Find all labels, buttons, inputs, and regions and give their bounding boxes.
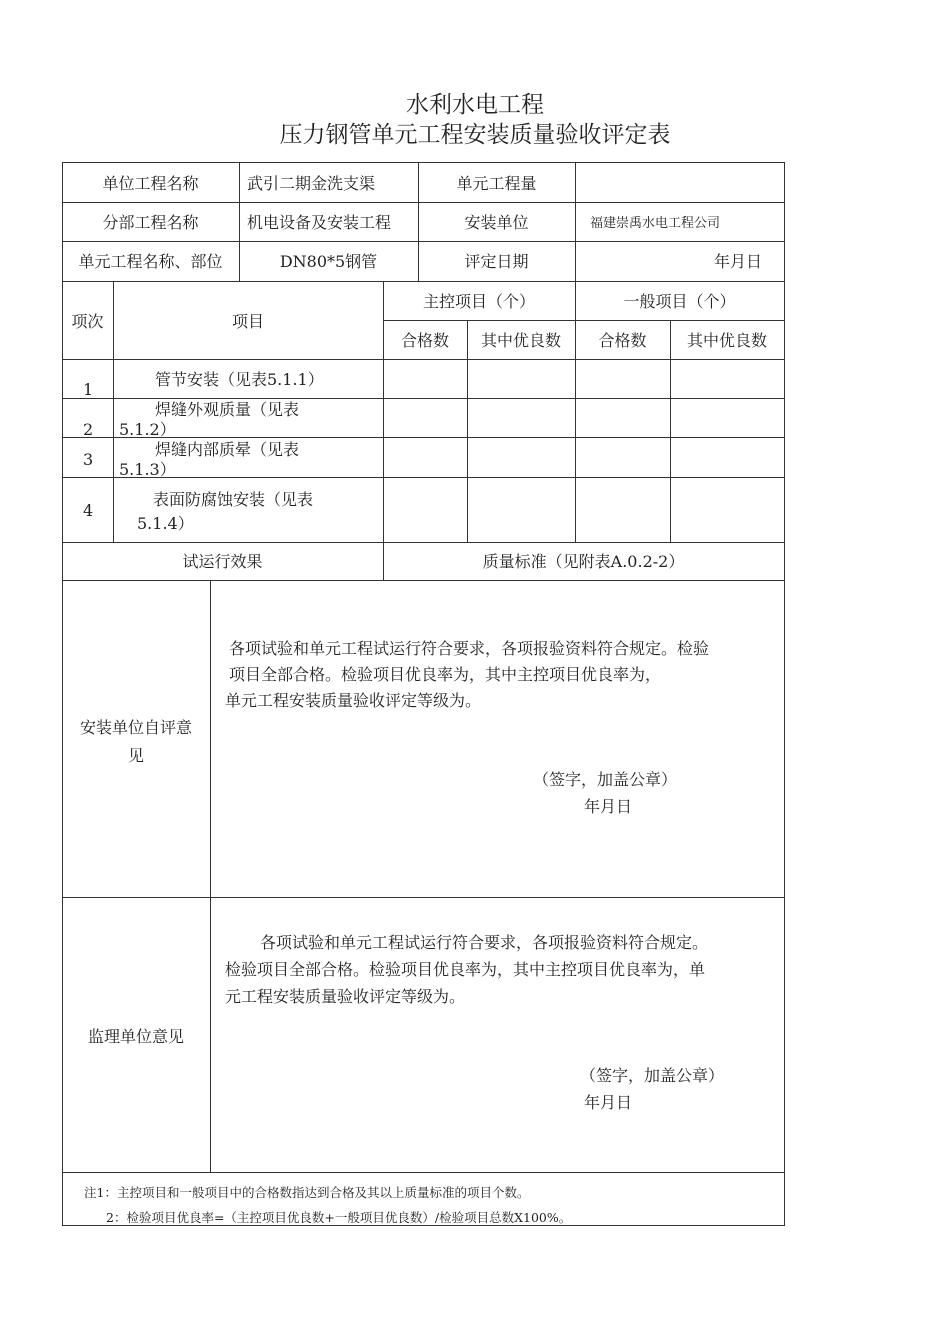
- sub-project-value: 机电设备及安装工程: [247, 213, 392, 232]
- install-unit-label: 安装单位: [464, 213, 529, 232]
- unit-project-label: 单位工程名称: [102, 174, 199, 193]
- row-item-line2: 5.1.4）: [137, 514, 194, 533]
- main-items-header: 主控项目（个）: [422, 292, 535, 311]
- note-1: 注1：主控项目和一般项目中的合格数指达到合格及其以上质量标准的项目个数。: [84, 1185, 530, 1200]
- form-title-line2: 压力钢管单元工程安装质量验收评定表: [279, 122, 671, 148]
- row-item-line2: 5.1.3）: [119, 460, 176, 479]
- row-seq: 2: [83, 420, 94, 439]
- self-eval-label-line1: 安装单位自评意: [79, 718, 192, 737]
- supervisor-text-line1: 各项试验和单元工程试运行符合要求，各项报验资料符合规定。: [260, 933, 709, 952]
- row-item-line1: 焊缝外观质量（见表: [155, 400, 300, 419]
- note-2: 2：检验项目优良率=（主控项目优良数+一般项目优良数）/检验项目总数X100%。: [106, 1210, 572, 1225]
- trial-label: 试运行效果: [182, 552, 263, 571]
- element-value: DN80*5钢管: [279, 252, 378, 271]
- row-item-line2: 5.1.2）: [119, 420, 176, 439]
- row-seq: 1: [83, 380, 94, 399]
- supervisor-sign: （签字，加盖公章）: [580, 1066, 725, 1085]
- row-seq: 3: [83, 450, 94, 469]
- seq-header: 项次: [71, 312, 104, 331]
- eval-date-label: 评定日期: [464, 252, 529, 271]
- row-item-line1: 表面防腐蚀安装（见表: [153, 490, 314, 509]
- general-excellent-header: 其中优良数: [686, 331, 767, 350]
- item-header: 项目: [231, 312, 264, 331]
- unit-project-value: 武引二期金洗支渠: [247, 174, 376, 193]
- row-seq: 4: [83, 501, 94, 520]
- self-eval-text-line1: 各项试验和单元工程试运行符合要求，各项报验资料符合规定。检验: [229, 639, 710, 658]
- trial-value: 质量标准（见附表A.0.2-2）: [482, 552, 685, 571]
- row-item-line1: 管节安装（见表5.1.1）: [155, 370, 324, 389]
- self-eval-sign: （签字，加盖公章）: [533, 770, 678, 789]
- unit-quantity-label: 单元工程量: [456, 174, 537, 193]
- general-qualified-header: 合格数: [598, 331, 647, 350]
- row-item-line1: 焊缝内部质晕（见表: [155, 440, 300, 459]
- element-label: 单元工程名称、部位: [78, 252, 223, 271]
- sub-project-label: 分部工程名称: [102, 213, 199, 232]
- eval-date-value[interactable]: 年月日: [714, 252, 763, 271]
- form-title-line1: 水利水电工程: [406, 92, 544, 118]
- supervisor-label: 监理单位意见: [87, 1027, 184, 1046]
- self-eval-text-line2: 项目全部合格。检验项目优良率为，其中主控项目优良率为，: [229, 665, 662, 684]
- general-items-header: 一般项目（个）: [623, 292, 736, 311]
- supervisor-text-line3: 元工程安装质量验收评定等级为。: [225, 987, 466, 1006]
- self-eval-date: 年月日: [584, 797, 633, 816]
- install-unit-value: 福建崇禹水电工程公司: [590, 216, 721, 231]
- supervisor-text-line2: 检验项目全部合格。检验项目优良率为，其中主控项目优良率为，单: [225, 960, 706, 979]
- main-excellent-header: 其中优良数: [480, 331, 561, 350]
- self-eval-label-line2: 见: [127, 746, 144, 765]
- supervisor-date: 年月日: [584, 1093, 633, 1112]
- self-eval-text-line3: 单元工程安装质量验收评定等级为。: [225, 691, 482, 710]
- main-qualified-header: 合格数: [400, 331, 449, 350]
